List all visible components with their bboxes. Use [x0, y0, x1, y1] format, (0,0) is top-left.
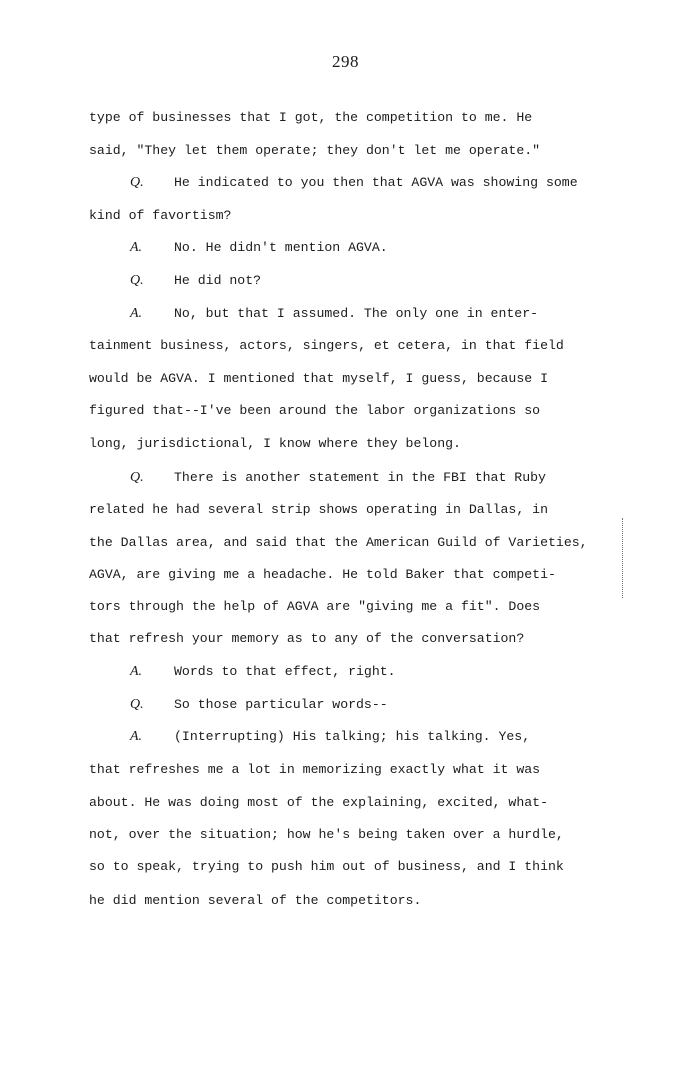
- speaker-label: Q.: [130, 470, 144, 485]
- transcript-line: he did mention several of the competitors.: [89, 893, 422, 908]
- transcript-line: AGVA, are giving me a headache. He told Baker that competi-: [89, 567, 556, 582]
- speaker-label: Q.: [130, 697, 144, 712]
- transcript-line: about. He was doing most of the explaining, excited, what-: [89, 795, 548, 810]
- speaker-label: A.: [130, 240, 143, 255]
- transcript-line: would be AGVA. I mentioned that myself, I guess, because I: [89, 371, 548, 386]
- transcript-line: type of businesses that I got, the competition to me. He: [89, 110, 533, 125]
- transcript-line: He did not?: [174, 273, 262, 288]
- transcript-line: tainment business, actors, singers, et cetera, in that field: [89, 338, 564, 353]
- page-number: 298: [332, 52, 359, 71]
- transcript-line: related he had several strip shows operating in Dallas, in: [89, 502, 548, 517]
- transcript-line: the Dallas area, and said that the American Guild of Varieties,: [89, 535, 588, 550]
- speaker-label: A.: [130, 664, 143, 679]
- transcript-line: that refreshes me a lot in memorizing exactly what it was: [89, 762, 541, 777]
- margin-mark: [622, 518, 624, 598]
- transcript-line: long, jurisdictional, I know where they belong.: [89, 436, 461, 451]
- transcript-line: (Interrupting) His talking; his talking. Yes,: [174, 729, 531, 744]
- speaker-label: Q.: [130, 273, 144, 288]
- transcript-line: So those particular words--: [174, 697, 388, 712]
- speaker-label: A.: [130, 729, 143, 744]
- transcript-line: figured that--I've been around the labor organizations so: [89, 403, 541, 418]
- transcript-line: so to speak, trying to push him out of business, and I think: [89, 859, 564, 874]
- transcript-line: There is another statement in the FBI that Ruby: [174, 470, 546, 485]
- speaker-label: A.: [130, 306, 143, 321]
- transcript-line: kind of favortism?: [89, 208, 232, 223]
- transcript-line: He indicated to you then that AGVA was showing some: [174, 175, 578, 190]
- transcript-line: not, over the situation; how he's being taken over a hurdle,: [89, 827, 564, 842]
- transcript-line: that refresh your memory as to any of the conversation?: [89, 631, 525, 646]
- speaker-label: Q.: [130, 175, 144, 190]
- transcript-line: said, "They let them operate; they don't let me operate.": [89, 143, 541, 158]
- transcript-line: Words to that effect, right.: [174, 664, 396, 679]
- transcript-line: No, but that I assumed. The only one in enter-: [174, 306, 539, 321]
- transcript-line: No. He didn't mention AGVA.: [174, 240, 388, 255]
- transcript-line: tors through the help of AGVA are "giving me a fit". Does: [89, 599, 541, 614]
